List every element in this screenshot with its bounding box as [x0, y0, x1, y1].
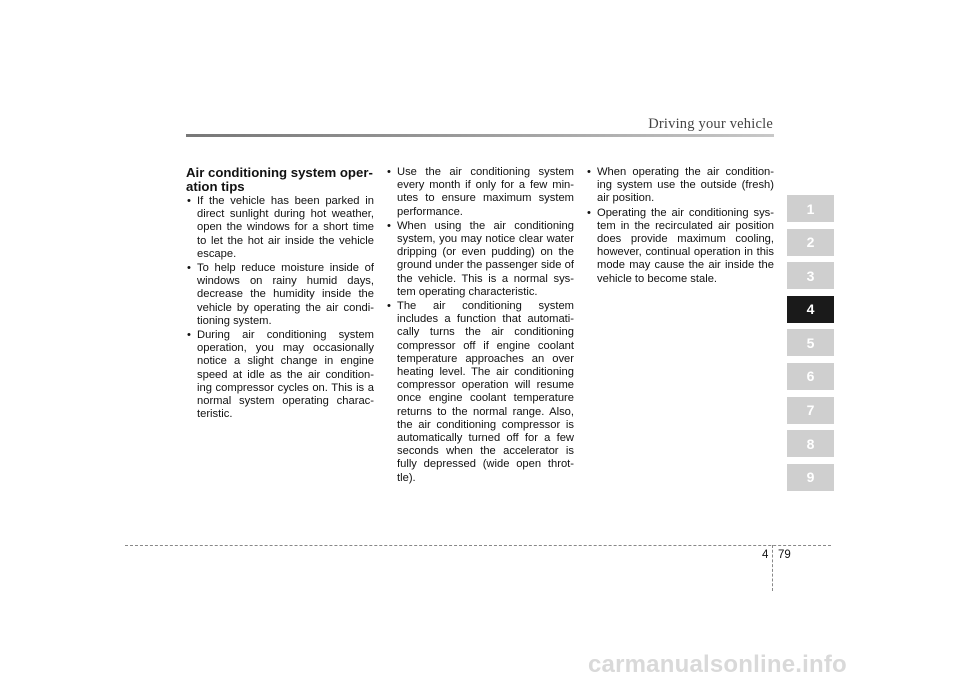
chapter-tab-2[interactable]: 2	[787, 229, 834, 256]
bullet-item: • When operating the air condition-ing system use the outside (fresh) air position.	[586, 166, 774, 206]
chapter-tab-8[interactable]: 8	[787, 430, 834, 457]
bullet-item: • Operating the air conditioning sys-tem in the recirculated air position does provide maximum cooling, however, continual operation in this mode may cause the air inside the vehicle to become stale.	[586, 207, 774, 286]
chapter-tabs	[787, 195, 834, 497]
text-column-1	[186, 166, 374, 422]
bullet-list-2	[386, 166, 574, 485]
bullet-item: • When using the air conditioning system, you may notice clear water dripping (or even pudding) on the ground under the passenger side of the vehicle. This is a normal sys-tem operating characteristic.	[386, 220, 574, 299]
bullet-item: • Use the air conditioning system every month if only for a few min-utes to ensure maximum system performance.	[386, 166, 574, 219]
chapter-tab-7[interactable]: 7	[787, 397, 834, 424]
watermark: carmanualsonline.info	[588, 651, 847, 678]
footer-rule	[125, 545, 831, 546]
bullet-item: • The air conditioning system includes a function that automati-cally turns the air conditioning compressor off if engine coolant temperature approaches an over heating level. The air conditioning compressor operation will resume once engine coolant temperature returns to the normal range. Also, the air conditioning compressor is automatically turned off for a few seconds when the accelerator is fully depressed (wide open throt-tle).	[386, 300, 574, 485]
chapter-tab-9[interactable]: 9	[787, 464, 834, 491]
bullet-item: • If the vehicle has been parked in direct sunlight during hot weather, open the windows for a short time to let the hot air inside the vehicle escape.	[186, 195, 374, 261]
section-heading: Air conditioning system oper-ation tips	[186, 165, 373, 194]
bullet-list-1	[186, 195, 374, 421]
footer-divider	[772, 545, 773, 591]
header-rule	[186, 134, 774, 137]
running-header-title: Driving your vehicle	[648, 116, 773, 132]
text-column-3	[586, 166, 774, 287]
footer-chapter-number: 4	[762, 549, 769, 561]
chapter-tab-3[interactable]: 3	[787, 262, 834, 289]
chapter-tab-1[interactable]: 1	[787, 195, 834, 222]
chapter-tab-5[interactable]: 5	[787, 329, 834, 356]
text-column-2	[386, 166, 574, 486]
chapter-tab-6[interactable]: 6	[787, 363, 834, 390]
bullet-item: • During air conditioning system operation, you may occasionally notice a slight change in engine speed at idle as the air condition-ing compressor cycles on. This is a normal system operating charac-teristic.	[186, 329, 374, 421]
chapter-tab-4-active[interactable]: 4	[787, 296, 834, 323]
bullet-list-3	[586, 166, 774, 286]
bullet-item: • To help reduce moisture inside of windows on rainy humid days, decrease the humidity inside the vehicle by operating the air condi-tioning system.	[186, 262, 374, 328]
footer-page-number: 79	[778, 549, 791, 561]
